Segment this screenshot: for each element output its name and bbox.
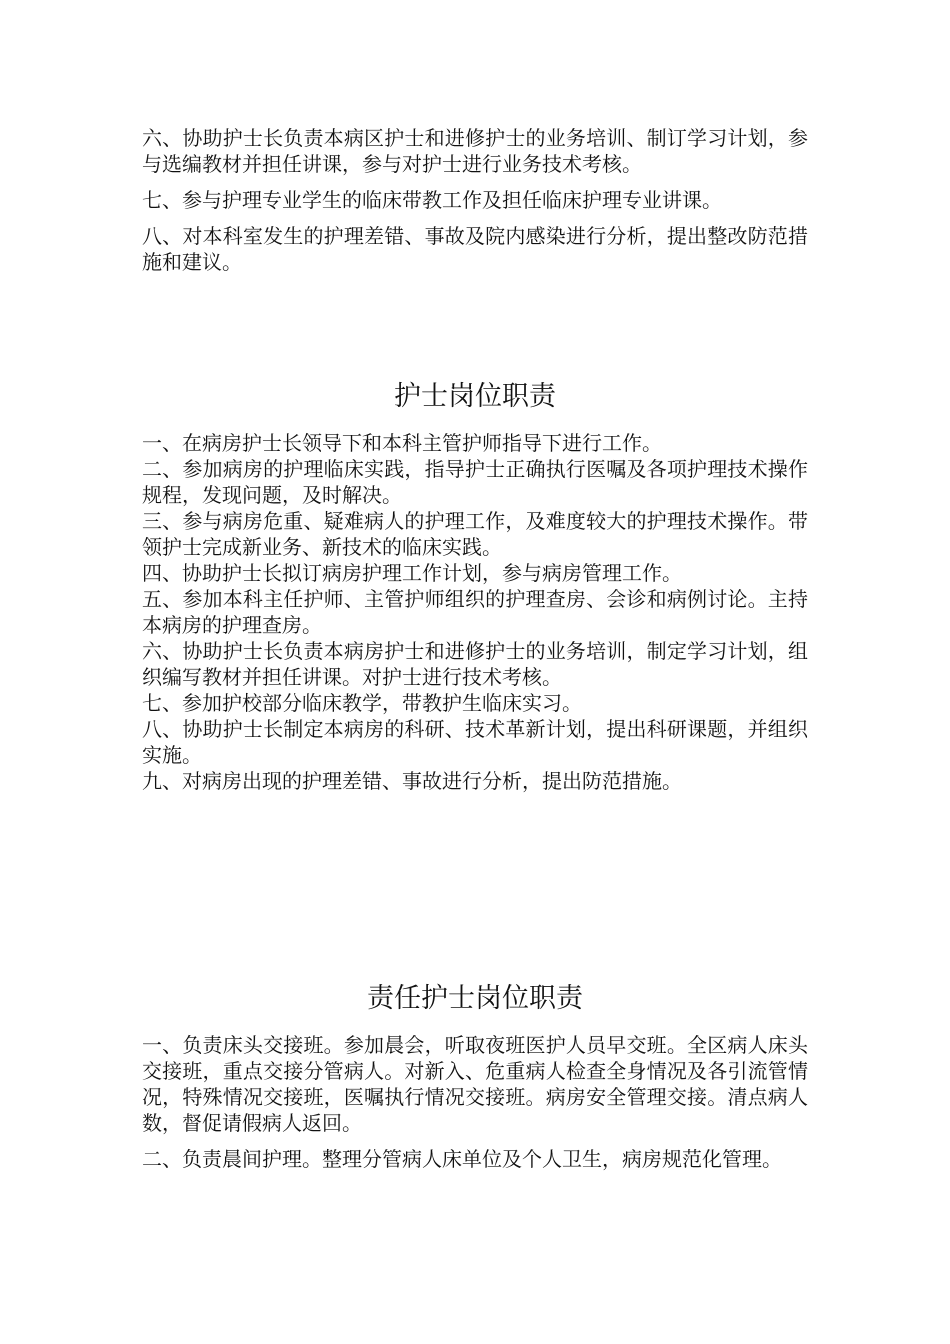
duty-item: 七、参与护理专业学生的临床带教工作及担任临床护理专业讲课。	[142, 188, 722, 212]
section-nurse-duties	[142, 430, 808, 794]
duty-item: 二、参加病房的护理临床实践，指导护士正确执行医嘱及各项护理技术操作规程，发现问题，及时解决。	[142, 457, 808, 507]
duty-item: 七、参加护校部分临床教学，带教护生临床实习。	[142, 691, 582, 715]
duty-item: 六、协助护士长负责本病房护士和进修护士的业务培训，制定学习计划，组织编写教材并担任讲课。对护士进行技术考核。	[142, 639, 808, 689]
duty-item: 八、协助护士长制定本病房的科研、技术革新计划，提出科研课题，并组织实施。	[142, 717, 808, 767]
duty-item: 四、协助护士长拟订病房护理工作计划，参与病房管理工作。	[142, 561, 682, 585]
duty-item: 九、对病房出现的护理差错、事故进行分析，提出防范措施。	[142, 769, 682, 793]
duty-item: 一、在病房护士长领导下和本科主管护师指导下进行工作。	[142, 431, 662, 455]
duty-item: 五、参加本科主任护师、主管护师组织的护理查房、会诊和病例讨论。主持本病房的护理查房。	[142, 587, 808, 637]
duty-item: 八、对本科室发生的护理差错、事故及院内感染进行分析，提出整改防范措施和建议。	[142, 224, 808, 274]
duty-item: 三、参与病房危重、疑难病人的护理工作，及难度较大的护理技术操作。带领护士完成新业务、新技术的临床实践。	[142, 509, 808, 559]
section-continued-duties	[142, 125, 808, 275]
section-title-nurse-duties: 护士岗位职责	[394, 381, 556, 412]
section-primary-nurse-duties	[142, 1032, 808, 1172]
duty-item: 六、协助护士长负责本病区护士和进修护士的业务培训、制订学习计划，参与选编教材并担任讲课，参与对护士进行业务技术考核。	[142, 126, 808, 176]
section-title-primary-nurse-duties: 责任护士岗位职责	[367, 983, 583, 1014]
duty-item: 二、负责晨间护理。整理分管病人床单位及个人卫生，病房规范化管理。	[142, 1147, 782, 1171]
duty-item: 一、负责床头交接班。参加晨会，听取夜班医护人员早交班。全区病人床头交接班，重点交接分管病人。对新入、危重病人检查全身情况及各引流管情况，特殊情况交接班，医嘱执行情况交接班。病房安全管理交接。清点病人数，督促请假病人返回。	[142, 1033, 808, 1135]
